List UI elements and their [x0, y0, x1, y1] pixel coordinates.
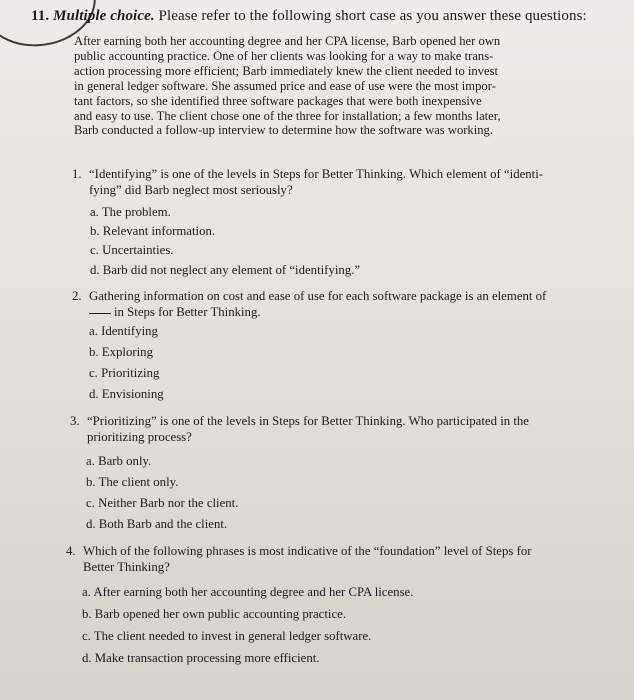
option-1c: c. Uncertainties. [90, 243, 174, 257]
question-text-line: “Identifying” is one of the levels in Steps for Better Thinking. Which element of “identi- [89, 167, 544, 181]
case-line: action processing more efficient; Barb immediately knew the client needed to invest [74, 63, 498, 78]
option-4d: d. Make transaction processing more efficient. [82, 651, 320, 665]
case-line: tant factors, so she identified three software packages that were both inexpensive [74, 93, 482, 108]
question-number: 4. [66, 544, 76, 558]
section-instruction: Please refer to the following short case as you answer these questions: [158, 8, 587, 24]
question-text-line: prioritizing process? [87, 429, 192, 444]
question-text-line: Gathering information on cost and ease of use for each software package is an element of [89, 289, 547, 303]
question-1 [72, 167, 543, 198]
case-line: After earning both her accounting degree and her CPA license, Barb opened her own [74, 34, 501, 48]
question-2 [72, 289, 546, 320]
fill-in-blank [89, 313, 111, 314]
question-text-line: fying” did Barb neglect most seriously? [89, 182, 293, 197]
question-text-line: Which of the following phrases is most indicative of the “foundation” level of Steps for [83, 544, 532, 558]
question-4 [66, 544, 532, 575]
question-text-line: in Steps for Better Thinking. [114, 304, 261, 319]
question-number: 3. [70, 414, 80, 428]
option-3b: b. The client only. [86, 475, 179, 489]
case-line: Barb conducted a follow-up interview to determine how the software was working. [74, 123, 493, 138]
option-4c: c. The client needed to invest in general ledger software. [82, 629, 372, 643]
question-number: 1. [72, 167, 82, 181]
option-3c: c. Neither Barb nor the client. [86, 496, 239, 510]
option-3a: a. Barb only. [86, 454, 152, 468]
option-1a: a. The problem. [90, 205, 171, 219]
option-4a: a. After earning both her accounting degree and her CPA license. [82, 585, 414, 599]
option-2b: b. Exploring [89, 345, 153, 359]
question-3 [70, 414, 529, 445]
option-2a: a. Identifying [89, 324, 158, 338]
case-line: in general ledger software. She assumed price and ease of use were the most impor- [74, 78, 496, 93]
option-2d: d. Envisioning [89, 387, 164, 401]
case-line: and easy to use. The client chose one of the three for installation; a few months later, [74, 108, 501, 123]
question-number: 2. [72, 289, 82, 303]
option-1b: b. Relevant information. [90, 224, 216, 238]
case-line: public accounting practice. One of her clients was looking for a way to make trans- [74, 48, 494, 63]
section-number: 11. [31, 8, 50, 24]
option-1d: d. Barb did not neglect any element of “identifying.” [90, 263, 361, 277]
question-text-line: “Prioritizing” is one of the levels in Steps for Better Thinking. Who participated in the [87, 414, 529, 428]
section-heading [31, 8, 587, 25]
option-2c: c. Prioritizing [89, 366, 160, 380]
question-text-line: Better Thinking? [83, 559, 170, 574]
option-4b: b. Barb opened her own public accounting practice. [82, 607, 347, 621]
section-title: Multiple choice. [53, 8, 155, 24]
option-3d: d. Both Barb and the client. [86, 517, 228, 531]
case-paragraph [74, 34, 564, 138]
